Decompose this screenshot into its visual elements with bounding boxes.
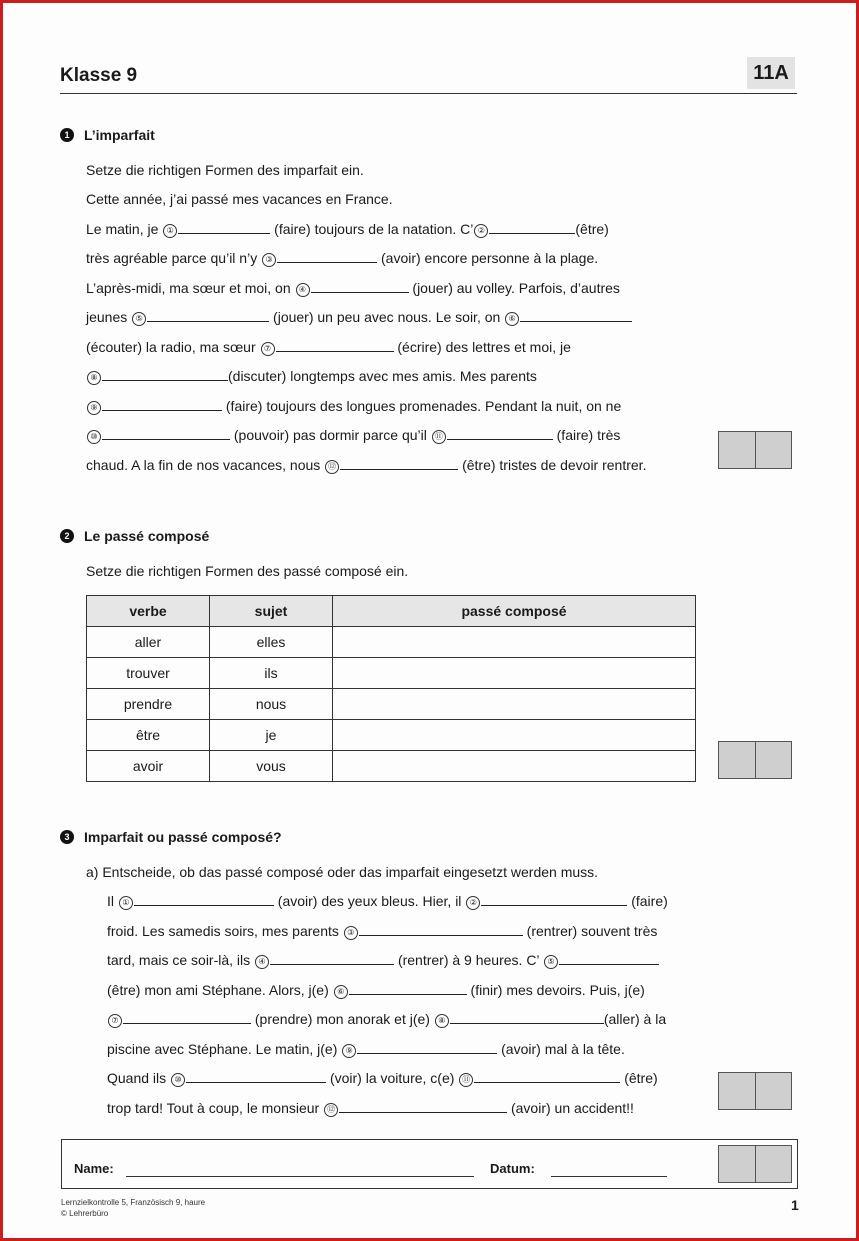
gap-number-6: ⑥ [505, 312, 519, 326]
answer-cell[interactable] [333, 689, 696, 720]
s3-line-5: ⑦ (prendre) mon anorak et j(e) ⑧ (aller) à la [107, 1011, 666, 1028]
gap-number-5: ⑤ [132, 312, 146, 326]
answer-cell[interactable] [333, 658, 696, 689]
answer-blank-5[interactable] [559, 952, 659, 965]
page-number: 1 [791, 1197, 799, 1213]
name-label: Name: [74, 1161, 114, 1176]
table-row [87, 689, 696, 720]
s1-line-2: très agréable parce qu’il n’y ③ (avoir) encore personne à la plage. [86, 250, 599, 266]
gap-number-1: ① [119, 896, 133, 910]
subject-cell: elles [210, 627, 333, 658]
s3-line-4: (être) mon ami Stéphane. Alors, j(e) ⑥ (finir) mes devoirs. Puis, j(e) [107, 982, 645, 998]
answer-blank-11[interactable] [447, 427, 553, 440]
gap-number-7: ⑦ [108, 1014, 122, 1028]
answer-blank-3[interactable] [359, 923, 523, 936]
answer-blank-10[interactable] [186, 1070, 326, 1083]
answer-blank-7[interactable] [123, 1011, 251, 1024]
s1-line-1: Le matin, je ① (faire) toujours de la natation. C’ ② (être) [86, 221, 609, 237]
s3-line-7: Quand ils ⑩ (voir) la voiture, c(e) ⑪ (être) [107, 1070, 658, 1086]
s1-line-8: ⑩ (pouvoir) pas dormir parce qu’il ⑪ (faire) très [86, 427, 620, 444]
name-date-box [61, 1139, 798, 1189]
section-2-instruction: Setze die richtigen Formen des passé composé ein. [86, 563, 409, 579]
s3-line-6: piscine avec Stéphane. Le matin, j(e) ⑨ (avoir) mal à la tête. [107, 1041, 625, 1057]
s1-line-9: chaud. A la fin de nos vacances, nous ⑫ (être) tristes de devoir rentrer. [86, 457, 647, 473]
verb-cell: trouver [87, 658, 210, 689]
s1-line-3: L’après-midi, ma sœur et moi, on ④ (jouer) au volley. Parfois, d’autres [86, 280, 620, 296]
gap-number-9: ⑨ [342, 1044, 356, 1058]
page-title: Klasse 9 [60, 65, 138, 86]
name-field[interactable] [126, 1176, 474, 1177]
gap-number-6: ⑥ [334, 985, 348, 999]
gap-number-11: ⑪ [432, 430, 446, 444]
s1-line-6: ⑧ (discuter) longtemps avec mes amis. Mes parents [86, 368, 537, 385]
subject-cell: nous [210, 689, 333, 720]
section-1-intro: Cette année, j’ai passé mes vacances en France. [86, 191, 393, 207]
date-label: Datum: [490, 1161, 535, 1176]
section-2-heading [60, 528, 209, 544]
section-2-number: 2 [60, 529, 74, 543]
score-box-2[interactable] [718, 741, 792, 779]
gap-number-12: ⑫ [324, 1103, 338, 1117]
answer-blank-9[interactable] [102, 398, 222, 411]
gap-number-1: ① [163, 224, 177, 238]
gap-number-11: ⑪ [459, 1073, 473, 1087]
answer-blank-8[interactable] [450, 1011, 604, 1024]
score-box-3[interactable] [718, 1072, 792, 1110]
gap-number-2: ② [474, 224, 488, 238]
column-header-sujet: sujet [210, 596, 333, 627]
table-row [87, 658, 696, 689]
subject-cell: ils [210, 658, 333, 689]
s1-line-7: ⑨ (faire) toujours des longues promenades. Pendant la nuit, on ne [86, 398, 621, 415]
gap-number-4: ④ [255, 955, 269, 969]
answer-blank-2[interactable] [481, 893, 627, 906]
s1-line-4: jeunes ⑤ (jouer) un peu avec nous. Le soir, on ⑥ [86, 309, 632, 326]
answer-blank-9[interactable] [357, 1041, 497, 1054]
gap-number-10: ⑩ [171, 1073, 185, 1087]
subject-cell: vous [210, 751, 333, 782]
gap-number-7: ⑦ [261, 342, 275, 356]
score-box-1[interactable] [718, 431, 792, 469]
s3-line-3: tard, mais ce soir-là, ils ④ (rentrer) à 9 heures. C’ ⑤ [107, 952, 659, 969]
section-1-instruction: Setze die richtigen Formen des imparfait ein. [86, 162, 364, 178]
section-3-number: 3 [60, 830, 74, 844]
verb-table [86, 595, 696, 782]
answer-blank-1[interactable] [178, 221, 270, 234]
table-row [87, 627, 696, 658]
gap-number-9: ⑨ [87, 401, 101, 415]
answer-cell[interactable] [333, 720, 696, 751]
answer-blank-1[interactable] [134, 893, 274, 906]
answer-blank-2[interactable] [489, 221, 575, 234]
answer-blank-7[interactable] [276, 339, 394, 352]
gap-number-12: ⑫ [325, 460, 339, 474]
section-3-title: Imparfait ou passé composé? [84, 829, 282, 845]
table-row [87, 720, 696, 751]
s3-line-2: froid. Les samedis soirs, mes parents ③ (rentrer) souvent très [107, 923, 658, 939]
answer-blank-12[interactable] [339, 1100, 507, 1113]
section-3-instruction: a) Entscheide, ob das passé composé oder das imparfait eingesetzt werden muss. [86, 864, 599, 880]
gap-number-3: ③ [262, 253, 276, 267]
verb-cell: avoir [87, 751, 210, 782]
section-1-title: L’imparfait [84, 127, 155, 143]
answer-blank-6[interactable] [520, 309, 632, 322]
gap-number-5: ⑤ [544, 955, 558, 969]
column-header-verbe: verbe [87, 596, 210, 627]
s1-line-5: (écouter) la radio, ma sœur ⑦ (écrire) des lettres et moi, je [86, 339, 571, 355]
section-1-number: 1 [60, 128, 74, 142]
gap-number-4: ④ [296, 283, 310, 297]
s3-line-1: Il ① (avoir) des yeux bleus. Hier, il ② (faire) [107, 893, 668, 909]
answer-blank-8[interactable] [102, 368, 228, 381]
gap-number-3: ③ [344, 926, 358, 940]
answer-blank-10[interactable] [102, 427, 230, 440]
footer-line-2: © Lehrerbüro [61, 1209, 109, 1218]
gap-number-10: ⑩ [87, 430, 101, 444]
verb-cell: prendre [87, 689, 210, 720]
answer-cell[interactable] [333, 627, 696, 658]
header-divider [60, 93, 797, 94]
answer-blank-12[interactable] [340, 457, 458, 470]
gap-number-8: ⑧ [435, 1014, 449, 1028]
subject-cell: je [210, 720, 333, 751]
answer-blank-11[interactable] [474, 1070, 620, 1083]
column-header-passe-compose: passé composé [333, 596, 696, 627]
table-row [87, 751, 696, 782]
unit-badge: 11A [747, 57, 795, 89]
gap-number-2: ② [466, 896, 480, 910]
score-box-total[interactable] [718, 1145, 792, 1183]
section-1-heading [60, 127, 155, 143]
answer-blank-4[interactable] [311, 280, 409, 293]
date-field[interactable] [551, 1176, 667, 1177]
s3-line-8: trop tard! Tout à coup, le monsieur ⑫ (avoir) un accident!! [107, 1100, 634, 1116]
answer-blank-5[interactable] [147, 309, 269, 322]
gap-number-8: ⑧ [87, 371, 101, 385]
answer-blank-6[interactable] [349, 982, 467, 995]
section-3-heading [60, 829, 282, 845]
answer-blank-4[interactable] [270, 952, 394, 965]
answer-blank-3[interactable] [277, 250, 377, 263]
footer-note [61, 1197, 205, 1219]
footer-line-1: Lernzielkontrolle 5, Französisch 9, haure [61, 1198, 206, 1207]
section-2-title: Le passé composé [84, 528, 210, 544]
verb-cell: être [87, 720, 210, 751]
answer-cell[interactable] [333, 751, 696, 782]
verb-cell: aller [87, 627, 210, 658]
